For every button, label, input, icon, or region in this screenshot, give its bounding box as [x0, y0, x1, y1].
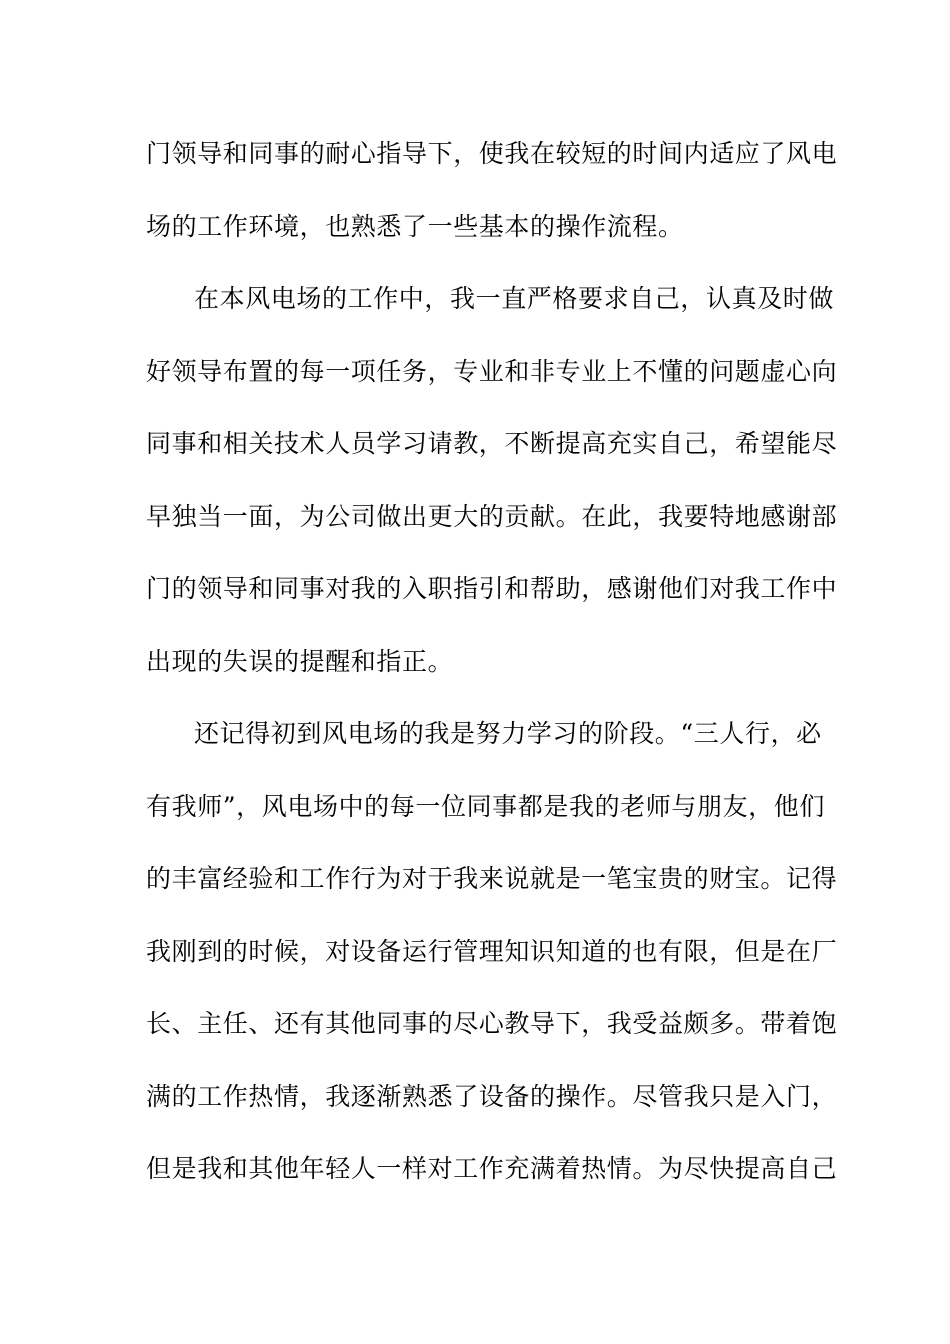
- body-text: [146, 126, 838, 1214]
- text-line: 早独当一面，为公司做出更大的贡献。在此，我要特地感谢部: [146, 501, 838, 531]
- text-line: 同事和相关技术人员学习请教，不断提高充实自己，希望能尽: [146, 429, 838, 458]
- text-line: 满的工作热情，我逐渐熟悉了设备的操作。尽管我只是入门，: [146, 1081, 838, 1111]
- text-line: 门的领导和同事对我的入职指引和帮助，感谢他们对我工作中: [146, 574, 838, 603]
- text-line: 出现的失误的提醒和指正。: [146, 646, 454, 676]
- text-line: 门领导和同事的耐心指导下，使我在较短的时间内适应了风电: [146, 139, 838, 168]
- text-line: 我刚到的时候，对设备运行管理知识知道的也有限，但是在厂: [146, 936, 838, 966]
- text-line: 的丰富经验和工作行为对于我来说就是一笔宝贵的财宝。记得: [146, 864, 838, 893]
- paragraph-first-line: 还记得初到风电场的我是努力学习的阶段。“三人行，必: [194, 719, 822, 748]
- text-line: 场的工作环境，也熟悉了一些基本的操作流程。: [146, 211, 684, 241]
- text-line: 但是我和其他年轻人一样对工作充满着热情。为尽快提高自己: [146, 1154, 838, 1183]
- text-line: 长、主任、还有其他同事的尽心教导下，我受益颇多。带着饱: [146, 1009, 838, 1038]
- text-line: 有我师”，风电场中的每一位同事都是我的老师与朋友，他们: [146, 791, 825, 821]
- text-line: 好领导布置的每一项任务，专业和非专业上不懂的问题虚心向: [146, 356, 838, 386]
- paragraph-first-line: 在本风电场的工作中，我一直严格要求自己，认真及时做: [194, 284, 835, 313]
